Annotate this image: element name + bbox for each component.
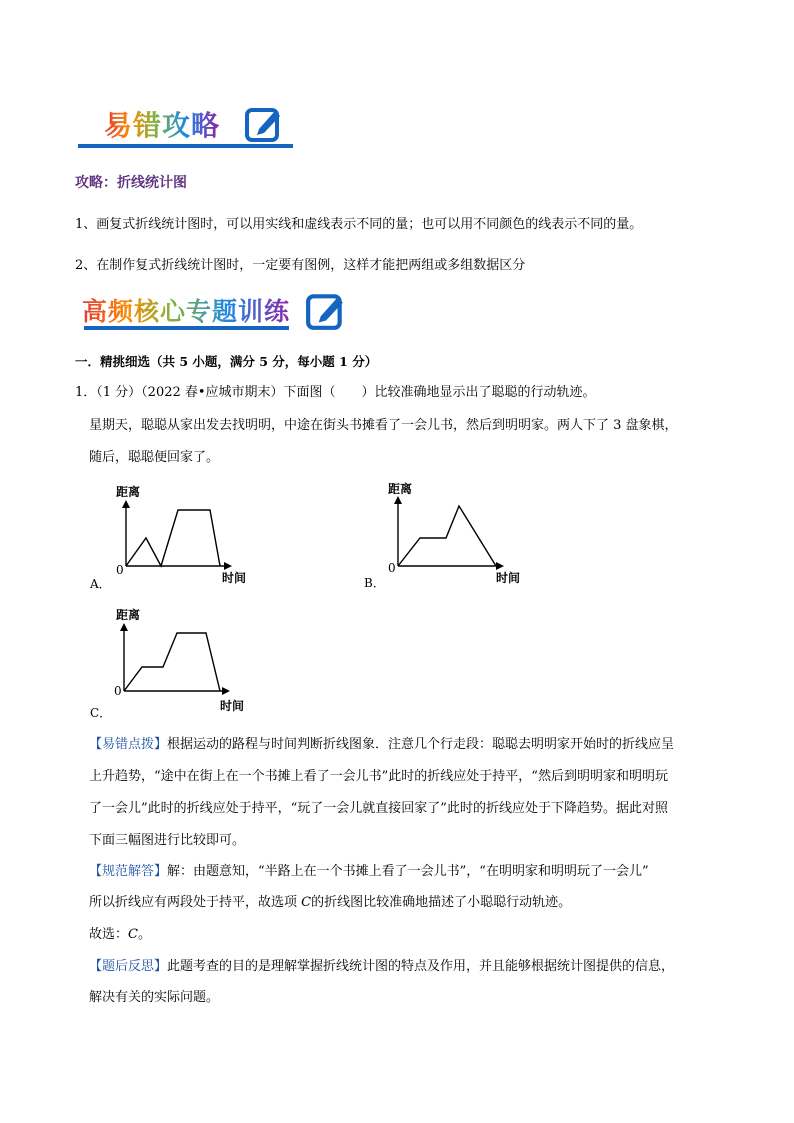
y-axis-label: 距离 (116, 608, 141, 622)
origin-label: 0 (388, 561, 396, 575)
x-axis-label: 时间 (220, 699, 245, 713)
graph-option-a (88, 480, 268, 592)
solution-line-2: 所以折线应有两段处于持平，故选项 C的折线图比较准确地描述了小聪聪行动轨迹。 (89, 895, 572, 910)
analysis-tag: 【易错点拨】 (89, 737, 168, 752)
tip-item-1: 1、画复式折线统计图时，可以用实线和虚线表示不同的量；也可以用不同颜色的线表示不同的量。 (75, 217, 643, 232)
x-axis-arrow (224, 562, 232, 570)
question-story-line-2: 随后，聪聪便回家了。 (89, 450, 220, 465)
answer-letter: C (128, 927, 138, 942)
x-axis-arrow (496, 562, 504, 570)
reflection-line-2: 解决有关的实际问题。 (89, 990, 220, 1005)
reflection-tag: 【题后反思】 (89, 959, 168, 974)
reflection-text-1: 此题考查的目的是理解掌握折线统计图的特点及作用，并且能够根据统计图提供的信息， (167, 959, 675, 974)
y-axis-label: 距离 (388, 482, 413, 496)
x-axis-label: 时间 (496, 571, 521, 585)
option-c-label: C． (90, 706, 112, 720)
graph-option-c (88, 603, 268, 721)
analysis-line-3: 了一会儿”此时的折线应处于持平，“玩了一会儿就直接回家了”此时的折线应处于下降趋势。据此对照 (89, 801, 668, 816)
banner-underline (78, 144, 293, 148)
header-banner (78, 100, 293, 152)
question-story-line-1: 星期天，聪聪从家出发去找明明，中途在街头书摊看了一会儿书，然后到明明家。两人下了 3 盘象棋， (89, 418, 678, 433)
graph-a-line (126, 510, 220, 566)
analysis-text-1: 根据运动的路程与时间判断折线图象．注意几个行走段：聪聪去明明家开始时的折线应呈 (167, 737, 675, 752)
section-heading: 一．精挑细选（共 5 小题，满分 5 分，每小题 1 分） (75, 354, 378, 369)
solution-line-1 (89, 862, 649, 882)
tip-item-2: 2、在制作复式折线统计图时，一定要有图例，这样才能把两组或多组数据区分 (75, 258, 526, 273)
option-letter: C (301, 895, 312, 910)
option-b-label: B． (364, 576, 385, 590)
option-a-label: A． (90, 577, 111, 591)
analysis-line-4: 下面三幅图进行比较即可。 (89, 833, 246, 848)
banner-title: 易错攻略 (104, 104, 220, 144)
analysis-line-1 (89, 735, 674, 755)
solution-answer: 故选：C。 (89, 927, 151, 942)
y-axis-arrow (394, 496, 402, 504)
training-banner-underline (84, 326, 289, 330)
x-axis-arrow (222, 687, 230, 695)
training-banner (80, 288, 350, 336)
analysis-line-2: 上升趋势，“途中在街上在一个书摊上看了一会儿书”此时的折线应处于持平，“然后到明明家和明明玩 (89, 769, 668, 784)
tip-heading: 攻略：折线统计图 (75, 175, 187, 191)
training-banner-title: 高频核心专题训练 (82, 292, 290, 328)
origin-label: 0 (116, 563, 124, 577)
y-axis-label: 距离 (116, 485, 141, 499)
graph-c-line (124, 633, 220, 691)
solution-tag: 【规范解答】 (89, 864, 168, 879)
y-axis-arrow (122, 500, 130, 508)
solution-text-1: 解：由题意知，“半路上在一个书摊上看了一会儿书”，“在明明家和明明玩了一会儿” (167, 864, 649, 879)
x-axis-label: 时间 (222, 571, 247, 585)
graph-b-line (398, 506, 496, 566)
graph-option-b (362, 478, 542, 590)
edit-icon (244, 104, 284, 144)
origin-label: 0 (114, 684, 122, 698)
y-axis-arrow (120, 623, 128, 631)
edit-icon (305, 290, 347, 332)
question-stem: 1．（1 分）（2022 春•应城市期末）下面图（ ）比较准确地显示出了聪聪的行动轨迹。 (75, 385, 596, 400)
reflection-line-1 (89, 957, 674, 977)
